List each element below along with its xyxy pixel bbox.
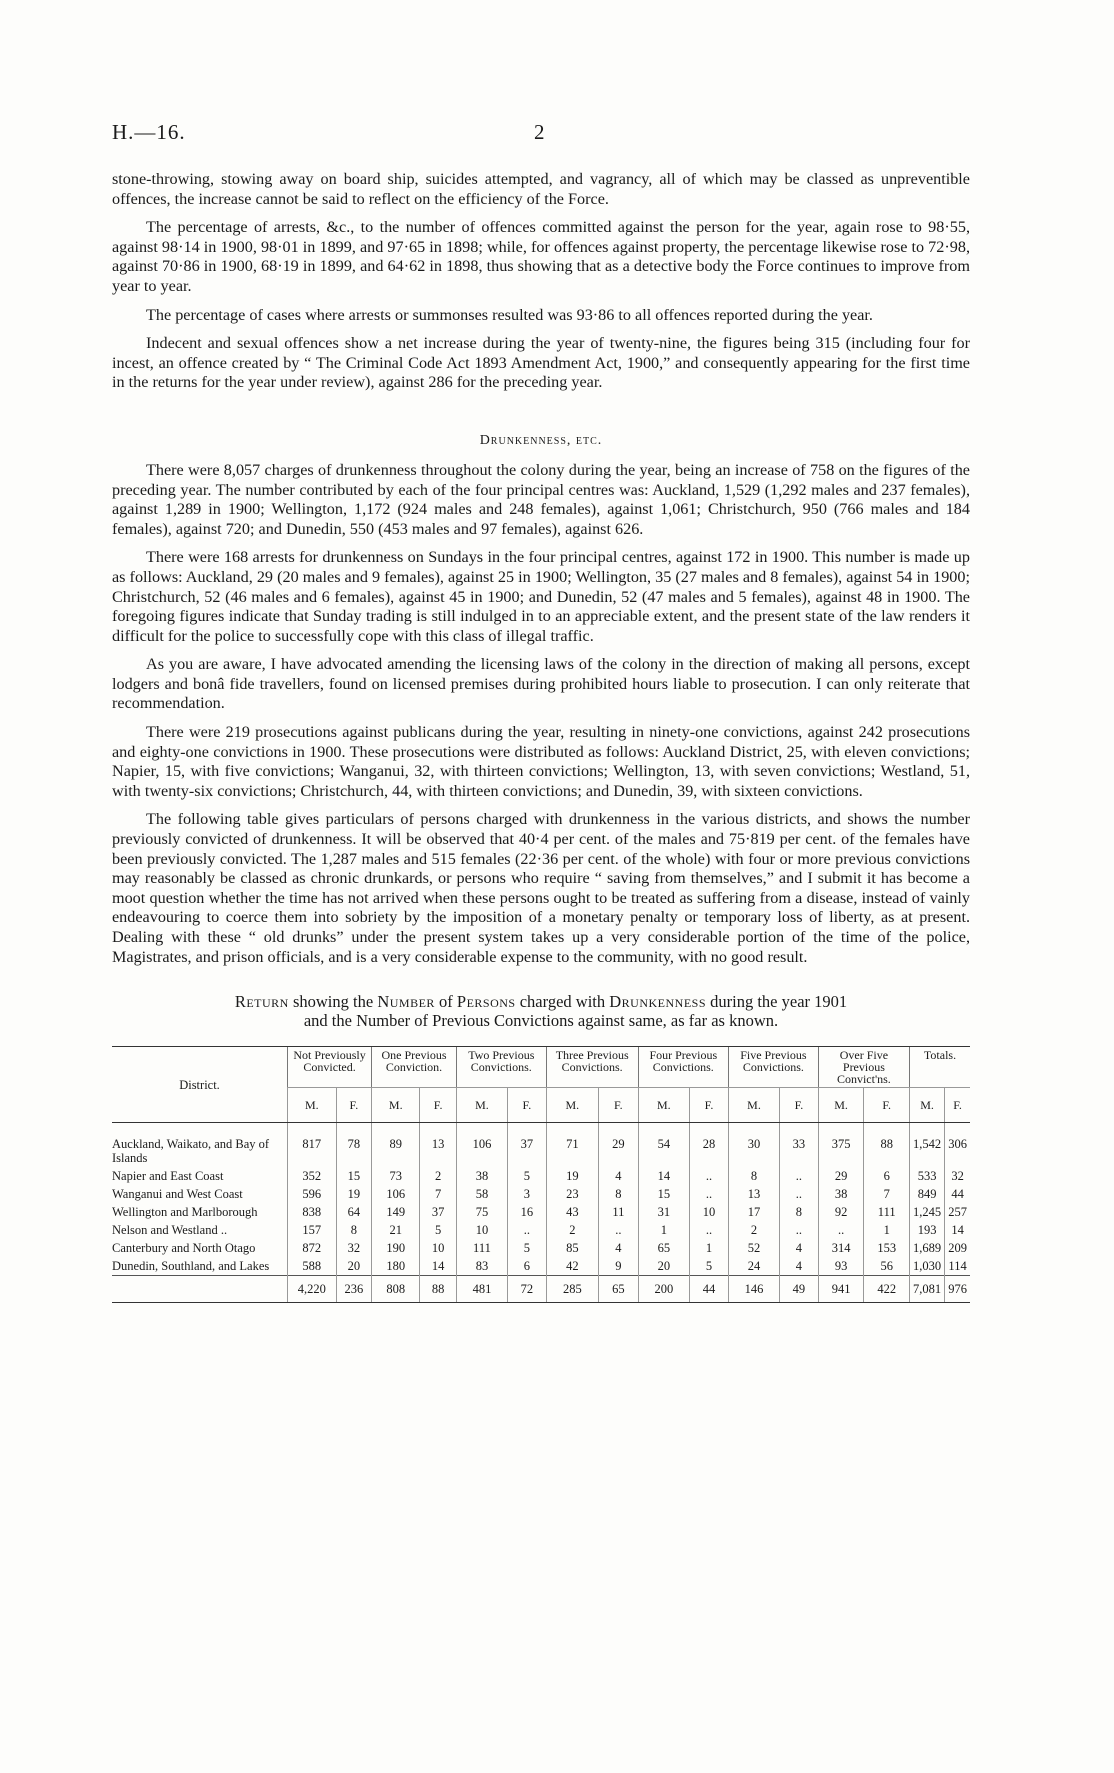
drunkenness-paragraphs xyxy=(112,461,970,967)
table-cell: 7 xyxy=(420,1185,457,1203)
table-cell: 24 xyxy=(728,1257,779,1276)
caption-text-segment: during the year 1901 xyxy=(706,992,848,1012)
body-paragraph: As you are aware, I have advocated amending the licensing laws of the colony in the direction of making all persons, except lodgers and bonâ fide travellers, found on licensed premises during prohibited hours liable to prosecution. I can only reiterate that recommendation. xyxy=(112,655,970,713)
table-cell: .. xyxy=(780,1221,819,1239)
table-cell: 15 xyxy=(638,1185,689,1203)
table-cell: 10 xyxy=(456,1221,507,1239)
table-cell: 14 xyxy=(945,1221,970,1239)
total-cell: 481 xyxy=(456,1276,507,1303)
table-cell: 111 xyxy=(456,1239,507,1257)
table-cell: 78 xyxy=(336,1123,372,1168)
table-cell: 10 xyxy=(420,1239,457,1257)
table-cell: 872 xyxy=(288,1239,337,1257)
table-cell: 13 xyxy=(420,1123,457,1168)
females-subheader: F. xyxy=(336,1088,372,1123)
males-subheader: M. xyxy=(372,1088,420,1123)
table-cell: 16 xyxy=(508,1203,547,1221)
table-row xyxy=(112,1167,970,1185)
females-subheader: F. xyxy=(420,1088,457,1123)
total-cell: 44 xyxy=(690,1276,729,1303)
caption-text-segment: Number xyxy=(377,992,435,1012)
table-cell: 92 xyxy=(818,1203,864,1221)
table-row xyxy=(112,1239,970,1257)
table-caption xyxy=(112,992,970,1030)
table-cell: 257 xyxy=(945,1203,970,1221)
table-cell: 6 xyxy=(864,1167,910,1185)
table-cell: 56 xyxy=(864,1257,910,1276)
total-cell: 88 xyxy=(420,1276,457,1303)
table-cell: 44 xyxy=(945,1185,970,1203)
table-cell: 2 xyxy=(546,1221,598,1239)
intro-paragraphs xyxy=(112,170,970,393)
body-paragraph: There were 8,057 charges of drunkenness throughout the colony during the year, being an increase of 758 on the figures of the preceding year. The number contributed by each of the four principal centres was: Auckland, 1,529 (1,292 males and 237 females), against 1,289 in 1900; Wellington, 1,172 (924 males and 248 females), against 1,061; Christchurch, 950 (766 males and 184 females), against 720; and Dunedin, 550 (453 males and 97 females), against 626. xyxy=(112,460,970,538)
table-cell: .. xyxy=(508,1221,547,1239)
table-cell: 23 xyxy=(546,1185,598,1203)
table-cell: 1,689 xyxy=(910,1239,945,1257)
females-subheader: F. xyxy=(780,1088,819,1123)
males-subheader: M. xyxy=(638,1088,689,1123)
table-cell: 4 xyxy=(780,1239,819,1257)
table-cell: 114 xyxy=(945,1257,970,1276)
total-cell: 285 xyxy=(546,1276,598,1303)
total-cell: 941 xyxy=(818,1276,864,1303)
total-cell: 146 xyxy=(728,1276,779,1303)
table-cell: 14 xyxy=(638,1167,689,1185)
drunkenness-return-table xyxy=(112,1046,970,1303)
table-cell: 8 xyxy=(336,1221,372,1239)
table-cell: 85 xyxy=(546,1239,598,1257)
table-cell: 19 xyxy=(546,1167,598,1185)
males-subheader: M. xyxy=(818,1088,864,1123)
table-cell: 153 xyxy=(864,1239,910,1257)
table-cell: .. xyxy=(690,1221,729,1239)
table-cell: 5 xyxy=(508,1167,547,1185)
table-cell: 849 xyxy=(910,1185,945,1203)
table-cell: 58 xyxy=(456,1185,507,1203)
table-cell: 596 xyxy=(288,1185,337,1203)
column-group-header: Four Previous Convictions. xyxy=(638,1047,728,1088)
table-cell: 533 xyxy=(910,1167,945,1185)
table-caption-line-2: and the Number of Previous Convictions against same, as far as known. xyxy=(303,1011,779,1031)
table-cell: 14 xyxy=(420,1257,457,1276)
caption-text-segment: charged with xyxy=(515,992,610,1012)
table-cell: 157 xyxy=(288,1221,337,1239)
table-cell: 5 xyxy=(508,1239,547,1257)
females-subheader: F. xyxy=(508,1088,547,1123)
totals-label-cell xyxy=(112,1276,288,1303)
page-header xyxy=(112,120,992,148)
body-paragraph: There were 219 prosecutions against publicans during the year, resulting in ninety-one convictions, against 242 prosecutions and eighty-one convictions in 1900. These prosecutions were distributed as follows: Auckland District, 25, with eleven convictions; Napier, 15, with five convictions; Wanganui, 32, with thirteen convictions; Wellington, 13, with seven convictions; Westland, 51, with twenty-six convictions; Christchurch, 44, with thirteen convictions; and Dunedin, 39, with sixteen convictions. xyxy=(112,723,970,800)
district-name: Dunedin, Southland, and Lakes xyxy=(112,1259,270,1274)
table-cell: 7 xyxy=(864,1185,910,1203)
table-cell: 1,542 xyxy=(910,1123,945,1168)
table-cell: 817 xyxy=(288,1123,337,1168)
total-cell: 72 xyxy=(508,1276,547,1303)
column-group-header: Two Previous Convictions. xyxy=(456,1047,546,1088)
section-heading: Drunkenness, etc. xyxy=(479,432,603,448)
body-paragraph: stone-throwing, stowing away on board ship, suicides attempted, and vagrancy, all of which may be classed as unpreventible offences, the increase cannot be said to reflect on the efficiency of the Force. xyxy=(112,170,970,208)
table-cell: 75 xyxy=(456,1203,507,1221)
table-cell: .. xyxy=(780,1167,819,1185)
table-cell: 32 xyxy=(945,1167,970,1185)
table-cell: 11 xyxy=(599,1203,639,1221)
table-cell: 13 xyxy=(728,1185,779,1203)
table-cell: 352 xyxy=(288,1167,337,1185)
table-cell: 89 xyxy=(372,1123,420,1168)
table-cell: 73 xyxy=(372,1167,420,1185)
females-subheader: F. xyxy=(945,1088,970,1123)
table-cell: 28 xyxy=(690,1123,729,1168)
table-cell: 9 xyxy=(599,1257,639,1276)
females-subheader: F. xyxy=(599,1088,639,1123)
district-name: Auckland, Waikato, and Bay of Islands xyxy=(112,1137,270,1166)
males-subheader: M. xyxy=(456,1088,507,1123)
table-cell: 83 xyxy=(456,1257,507,1276)
table-cell: 37 xyxy=(420,1203,457,1221)
column-group-header: Three Previous Convictions. xyxy=(546,1047,638,1088)
table-cell: 5 xyxy=(690,1257,729,1276)
table-cell: 8 xyxy=(780,1203,819,1221)
table-cell: 8 xyxy=(599,1185,639,1203)
table-group-header-row xyxy=(112,1047,970,1088)
body-paragraph: The following table gives particulars of persons charged with drunkenness in the various districts, and shows the number previously convicted of drunkenness. It will be observed that 40·4 per cent. of the males and 75·819 per cent. of the females have been previously convicted. The 1,287 males and 515 females (22·36 per cent. of the whole) with four or more previous convictions may reasonably be classed as chronic drunkards, or persons who require “ saving from themselves,” and I submit it has become a moot question whether the time has not arrived when these persons ought to be treated as suffering from a disease, instead of vainly endeavouring to coerce them into sobriety by the imposition of a monetary penalty or temporary loss of liberty, as at present. Dealing with these “ old drunks” under the present system takes up a very considerable portion of the time of the police, Magistrates, and prison officials, and is a very considerable expense to the community, with no good result. xyxy=(112,810,970,966)
table-cell: 111 xyxy=(864,1203,910,1221)
district-name: Napier and East Coast xyxy=(112,1169,224,1184)
table-cell: 1 xyxy=(638,1221,689,1239)
table-cell: 5 xyxy=(420,1221,457,1239)
table-cell: 1 xyxy=(690,1239,729,1257)
table-cell: 21 xyxy=(372,1221,420,1239)
page-number: 2 xyxy=(534,120,545,144)
document-reference: H.—16. xyxy=(112,120,186,144)
table-cell: 838 xyxy=(288,1203,337,1221)
caption-text-segment: showing the xyxy=(288,992,378,1012)
table-cell: 33 xyxy=(780,1123,819,1168)
table-cell: 306 xyxy=(945,1123,970,1168)
table-cell: 314 xyxy=(818,1239,864,1257)
females-subheader: F. xyxy=(864,1088,910,1123)
column-group-header: Over Five Previous Convict'ns. xyxy=(818,1047,909,1088)
table-cell: 71 xyxy=(546,1123,598,1168)
totals-row xyxy=(112,1276,970,1303)
total-cell: 7,081 xyxy=(910,1276,945,1303)
table-caption-line-1 xyxy=(112,992,970,1011)
table-cell: 65 xyxy=(638,1239,689,1257)
table-row xyxy=(112,1185,970,1203)
column-group-header: One Previous Conviction. xyxy=(372,1047,457,1088)
table-cell: 15 xyxy=(336,1167,372,1185)
column-group-header: Five Previous Convictions. xyxy=(728,1047,818,1088)
table-cell: 31 xyxy=(638,1203,689,1221)
table-cell: 193 xyxy=(910,1221,945,1239)
table-cell: 10 xyxy=(690,1203,729,1221)
table-cell: 37 xyxy=(508,1123,547,1168)
table-cell: 93 xyxy=(818,1257,864,1276)
table-cell: 106 xyxy=(372,1185,420,1203)
table-cell: 180 xyxy=(372,1257,420,1276)
table-cell: 209 xyxy=(945,1239,970,1257)
table-row xyxy=(112,1257,970,1276)
caption-text-segment: Persons xyxy=(456,992,516,1012)
table-cell: 375 xyxy=(818,1123,864,1168)
table-cell: 43 xyxy=(546,1203,598,1221)
males-subheader: M. xyxy=(288,1088,337,1123)
table-cell: 190 xyxy=(372,1239,420,1257)
table-cell: .. xyxy=(780,1185,819,1203)
caption-text-segment: Return xyxy=(234,992,289,1012)
total-cell: 236 xyxy=(336,1276,372,1303)
table-cell: 38 xyxy=(456,1167,507,1185)
males-subheader: M. xyxy=(728,1088,779,1123)
table-cell: .. xyxy=(599,1221,639,1239)
table-cell: 4 xyxy=(599,1239,639,1257)
body-paragraph: The percentage of arrests, &c., to the number of offences committed against the person for the year, again rose to 98·55, against 98·14 in 1900, 98·01 in 1899, and 97·65 in 1898; while, for offences against property, the percentage likewise rose to 72·98, against 70·86 in 1900, 68·19 in 1899, and 64·62 in 1898, thus showing that as a detective body the Force continues to improve from year to year. xyxy=(112,218,970,295)
table-cell: 52 xyxy=(728,1239,779,1257)
table-cell: 4 xyxy=(599,1167,639,1185)
table-cell: 588 xyxy=(288,1257,337,1276)
table-cell: 29 xyxy=(818,1167,864,1185)
district-column-header: District. xyxy=(112,1047,288,1123)
table-cell: 42 xyxy=(546,1257,598,1276)
document-body xyxy=(112,170,970,1303)
table-cell: 4 xyxy=(780,1257,819,1276)
males-subheader: M. xyxy=(910,1088,945,1123)
column-group-header: Not Previously Convicted. xyxy=(288,1047,372,1088)
body-paragraph: There were 168 arrests for drunkenness on Sundays in the four principal centres, against 172 in 1900. This number is made up as follows: Auckland, 29 (20 males and 9 females), against 25 in 1900; Wellington, 35 (27 males and 8 females), against 54 in 1900; Christchurch, 52 (46 males and 6 females), against 45 in 1900; and Dunedin, 52 (47 males and 5 females), against 48 in 1900. The foregoing figures indicate that Sunday trading is still indulged in to an appreciable extent, and the present state of the law renders it difficult for the police to successfully cope with this class of illegal traffic. xyxy=(112,548,970,645)
district-name: Canterbury and North Otago xyxy=(112,1241,256,1256)
table-row xyxy=(112,1221,970,1239)
table-cell: 29 xyxy=(599,1123,639,1168)
table-cell: 20 xyxy=(638,1257,689,1276)
table-cell: 54 xyxy=(638,1123,689,1168)
caption-text-segment: Drunkenness xyxy=(609,992,707,1012)
table-cell: 2 xyxy=(728,1221,779,1239)
district-name: Nelson and Westland .. xyxy=(112,1223,228,1238)
column-group-header: Totals. xyxy=(910,1047,971,1088)
table-row xyxy=(112,1123,970,1168)
table-cell: 1,245 xyxy=(910,1203,945,1221)
caption-text-segment: of xyxy=(434,992,457,1012)
table-cell: 20 xyxy=(336,1257,372,1276)
district-name: Wellington and Marlborough xyxy=(112,1205,258,1220)
table-cell: 64 xyxy=(336,1203,372,1221)
table-cell: 106 xyxy=(456,1123,507,1168)
table-cell: .. xyxy=(690,1167,729,1185)
females-subheader: F. xyxy=(690,1088,729,1123)
total-cell: 200 xyxy=(638,1276,689,1303)
district-name: Wanganui and West Coast xyxy=(112,1187,243,1202)
males-subheader: M. xyxy=(546,1088,598,1123)
table-cell: 17 xyxy=(728,1203,779,1221)
total-cell: 808 xyxy=(372,1276,420,1303)
table-cell: .. xyxy=(818,1221,864,1239)
table-cell: 1,030 xyxy=(910,1257,945,1276)
table-cell: 149 xyxy=(372,1203,420,1221)
body-paragraph: Indecent and sexual offences show a net increase during the year of twenty-nine, the figures being 315 (including four for incest, an offence created by “ The Criminal Code Act 1893 Amendment Act, 1900,” and consequently appearing for the first time in the returns for the year under review), against 286 for the preceding year. xyxy=(112,334,970,392)
table-body xyxy=(112,1123,970,1303)
table-cell: 6 xyxy=(508,1257,547,1276)
table-cell: 88 xyxy=(864,1123,910,1168)
total-cell: 4,220 xyxy=(288,1276,337,1303)
table-cell: 32 xyxy=(336,1239,372,1257)
total-cell: 65 xyxy=(599,1276,639,1303)
table-cell: 3 xyxy=(508,1185,547,1203)
table-cell: .. xyxy=(690,1185,729,1203)
table-cell: 30 xyxy=(728,1123,779,1168)
table-cell: 38 xyxy=(818,1185,864,1203)
table-cell: 1 xyxy=(864,1221,910,1239)
total-cell: 49 xyxy=(780,1276,819,1303)
table-row xyxy=(112,1203,970,1221)
body-paragraph: The percentage of cases where arrests or summonses resulted was 93·86 to all offences reported during the year. xyxy=(146,305,873,324)
table-cell: 19 xyxy=(336,1185,372,1203)
table-cell: 8 xyxy=(728,1167,779,1185)
total-cell: 422 xyxy=(864,1276,910,1303)
total-cell: 976 xyxy=(945,1276,970,1303)
table-cell: 2 xyxy=(420,1167,457,1185)
